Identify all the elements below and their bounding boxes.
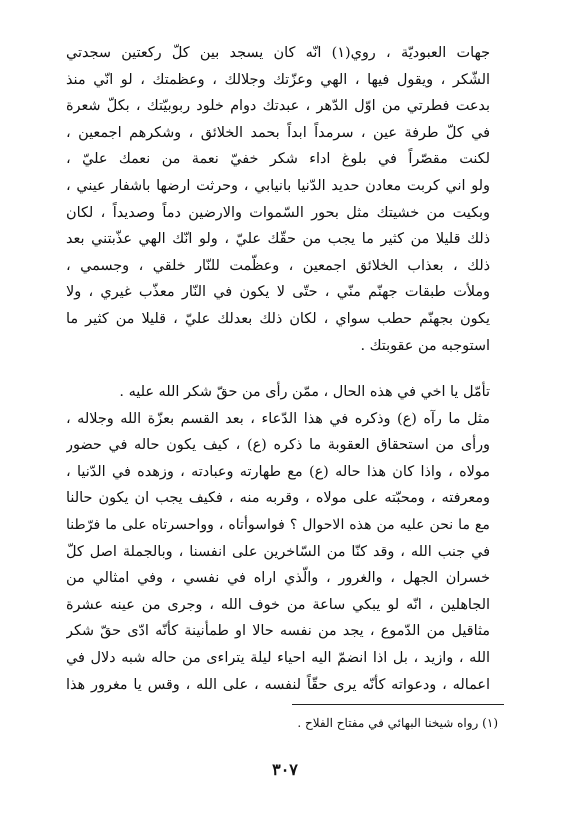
page-number: ٣٠٧ (272, 760, 298, 779)
text-line: ومعرفته ، ومحبّته على مولاه ، وقربه منه ، فكيف يجب ان يكون حالنا (66, 490, 490, 507)
text-line: وملأت طبقات جهنّم منّي ، حتّى لا يكون في النّار معذّب غيري ، ولا (66, 284, 490, 301)
text-line: بدعت فطرتي من اوّل الدّهر ، عبدتك دوام خلود ربوبيّتك ، بكلّ شعرة (66, 98, 490, 115)
text-line: الجاهلين ، انّه لو يبكي ساعة من خوف الله ، وجرى من عينه عشرة (66, 596, 490, 613)
text-line: لكنت مقصّراً في بلوغ اداء شكر خفيّ نعمة من نعمك عليّ ، (66, 151, 490, 168)
footnote-divider (292, 704, 504, 705)
text-line: وبكيت من خشيتك مثل بحور السّموات والارضين دماً وصديداً ، لكان (66, 204, 490, 221)
text-line: في كلّ طرفة عين ، سرمداً ابداً بحمد الخلائق ، وشكرهم اجمعين ، (66, 124, 490, 141)
text-line: استوجبه من عقوبتك . (360, 337, 490, 354)
text-line: مثاقيل من الدّموع ، يجد من نفسه حالا او طمأنينة كأنّه ادّى حقّ شكر (66, 623, 490, 640)
text-line: خسران الجهل ، والغرور ، والّذي اراه في نفسي ، وفي امثالي من (66, 570, 490, 587)
text-line: ولو اني كربت معادن حديد الدّنيا بانيابي ، وحرثت ارضها باشفار عيني ، (66, 177, 490, 194)
footnote: (١) رواه شيخنا البهائي في مفتاح الفلاح . (297, 716, 498, 730)
text-line: جهات العبوديّة ، روي(١) انّه كان يسجد بين كلّ ركعتين سجدتي (66, 45, 490, 61)
text-line: تأمّل يا اخي في هذه الحال ، ممّن رأى من حقّ شكر الله عليه . (119, 384, 490, 400)
text-line: ذلك ، بعذاب الخلائق اجمعين ، وعظّمت للنّار خلقي ، وجسمي ، (66, 257, 490, 274)
text-line: يكون بجهنّم حطب سواي ، لكان ذلك بعدلك عليّ ، قليلا من كثير ما (66, 310, 490, 327)
text-line: الله ، وازيد ، بل اذا انضمّ اليه احياء ليلة يتراءى من حاله شبه دلال في (66, 649, 490, 666)
paragraph-1 (66, 40, 490, 359)
text-line: ذلك قليلا من كثير ما يجب من حقّك عليّ ، ولو انّك الهي عذّبتني بعد (66, 231, 490, 248)
paragraph-2 (66, 379, 490, 698)
text-line: ورأى من استحقاق العقوبة ما ذكره (ع) ، كيف يكون حاله في حضور (66, 437, 490, 454)
text-line: مولاه ، واذا كان هذا حاله (ع) مع طهارته وعبادته ، وزهده في الدّنيا ، (66, 463, 490, 480)
text-line: الشّكر ، ويقول فيها ، الهي وعزّتك وجلالك ، وعظمتك ، لو انّي منذ (66, 71, 490, 88)
text-line: في جنب الله ، وقد كنّا من السّاخرين على انفسنا ، وبالجملة اصل كلّ (66, 543, 490, 560)
text-line: مع ما نحن عليه من هذه الاحوال ؟ فواسوأتاه ، وواحسرتاه على ما فرّطنا (66, 516, 490, 533)
text-line: اعماله ، ودعواته كأنّه يرى حقّاً لنفسه ، على الله ، وقس يا مغرور هذا (66, 676, 490, 693)
text-line: مثل ما رآه (ع) وذكره في هذا الدّعاء ، بعد القسم بعزّة الله وجلاله ، (66, 410, 490, 427)
